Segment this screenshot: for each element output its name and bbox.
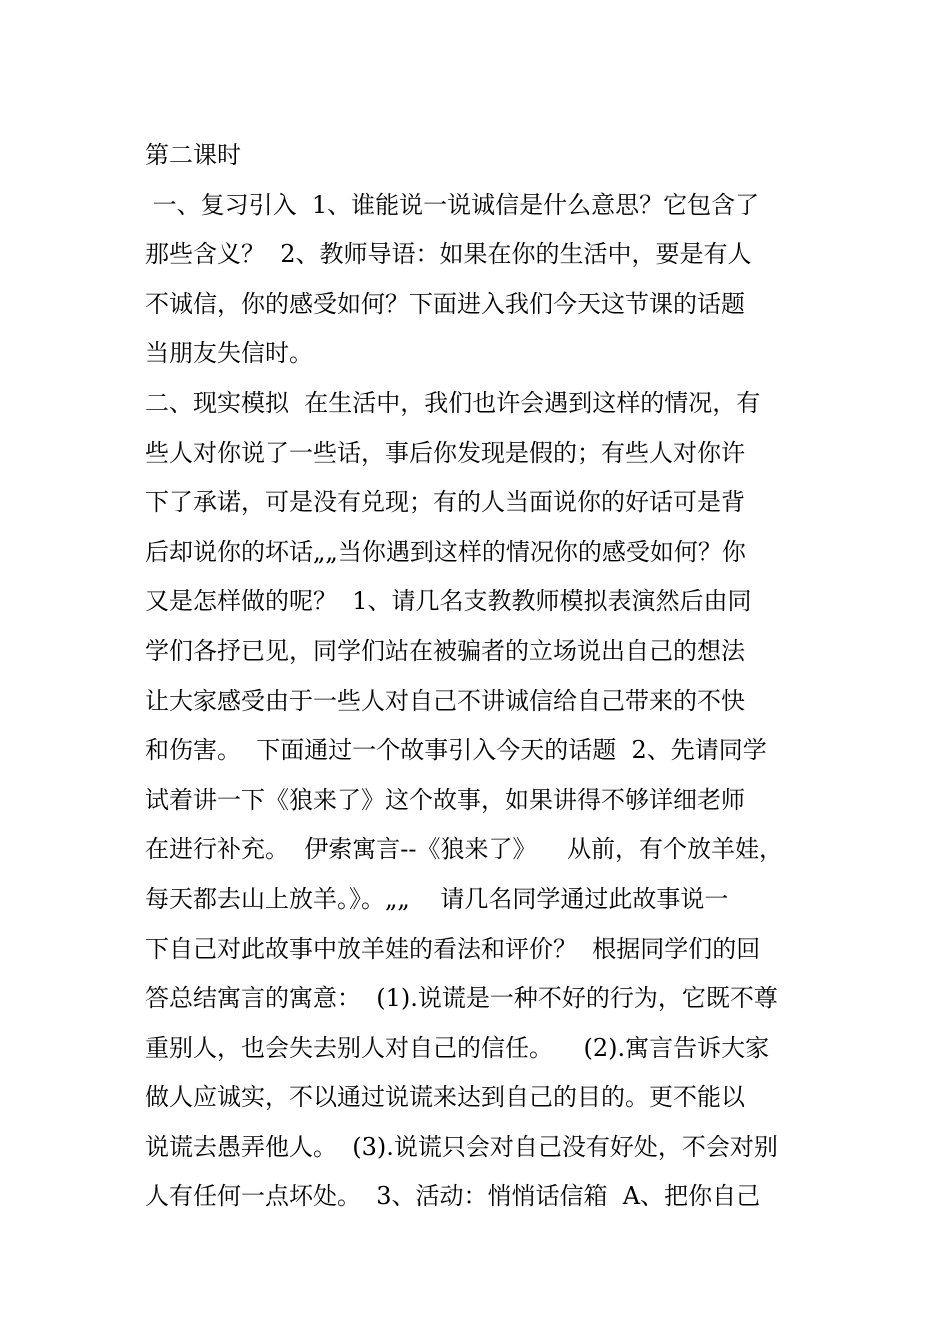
body-text <box>145 131 845 1222</box>
text-line: 下了承诺，可是没有兑现；有的人当面说你的好话可是背 <box>145 488 745 517</box>
text-line-title: 第二课时 <box>145 141 241 169</box>
text-line: 和伤害。 下面通过一个故事引入今天的话题 2、先请同学 <box>145 736 767 765</box>
text-line: 在进行补充。 伊索寓言--《狼来了》 从前，有个放羊娃， <box>145 835 783 864</box>
text-line: 试着讲一下《狼来了》这个故事，如果讲得不够详细老师 <box>145 785 745 814</box>
text-line: 下自己对此故事中放羊娃的看法和评价？ 根据同学们的回 <box>145 934 761 963</box>
text-line: 让大家感受由于一些人对自己不讲诚信给自己带来的不快 <box>145 686 745 715</box>
text-line: 不诚信，你的感受如何？下面进入我们今天这节课的话题 <box>145 289 745 318</box>
text-line: 学们各抒已见，同学们站在被骗者的立场说出自己的想法 <box>145 636 745 665</box>
text-line: 做人应诚实，不以通过说谎来达到自己的目的。更不能以 <box>145 1083 745 1112</box>
text-line: 人有任何一点坏处。 3、活动：悄悄话信箱 A、把你自己 <box>145 1182 761 1211</box>
text-line: 重别人，也会失去别人对自己的信任。 (2).寓言告诉大家 <box>145 1033 770 1062</box>
text-line: 一、复习引入 1、谁能说一说诚信是什么意思？它包含了 <box>145 190 760 219</box>
text-line: 答总结寓言的寓意： (1).说谎是一种不好的行为，它既不尊 <box>145 984 778 1013</box>
text-line: 又是怎样做的呢？ 1、请几名支教教师模拟表演然后由同 <box>145 587 752 616</box>
text-line: 些人对你说了一些话，事后你发现是假的；有些人对你许 <box>145 438 745 467</box>
text-line: 当朋友失信时。 <box>145 339 313 368</box>
text-line: 二、现实模拟 在生活中，我们也许会遇到这样的情况，有 <box>145 388 761 417</box>
text-line: 说谎去愚弄他人。 (3).说谎只会对自己没有好处，不会对别 <box>145 1132 778 1161</box>
text-line: 每天都去山上放羊。》。„„ 请几名同学通过此故事说一 <box>145 884 729 913</box>
text-line: 那些含义？ 2、教师导语：如果在你的生活中，要是有人 <box>145 240 752 269</box>
text-line: 后却说你的坏话„„当你遇到这样的情况你的感受如何？你 <box>145 537 746 566</box>
